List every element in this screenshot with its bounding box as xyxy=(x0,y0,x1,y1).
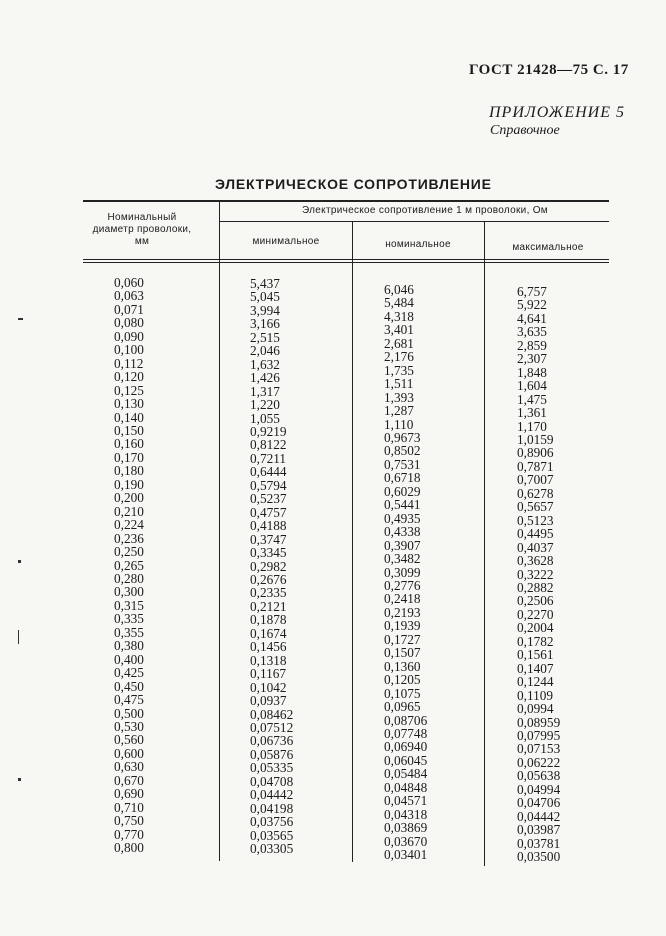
diameter-cell: 0,355 xyxy=(114,624,144,640)
maximum-cell: 1,848 xyxy=(517,364,547,380)
diameter-cell: 0,180 xyxy=(114,463,144,479)
nominal-cell: 0,3482 xyxy=(384,551,421,567)
minimum-cell: 0,06736 xyxy=(250,733,294,749)
nominal-cell: 0,06045 xyxy=(384,752,428,768)
minimum-cell: 0,05876 xyxy=(250,746,294,762)
minimum-cell: 0,05335 xyxy=(250,760,294,776)
maximum-cell: 0,07995 xyxy=(517,727,561,743)
diameter-cell: 0,690 xyxy=(114,786,144,802)
minimum-cell: 0,1042 xyxy=(250,679,287,695)
nominal-cell: 0,9673 xyxy=(384,429,421,445)
diameter-cell: 0,060 xyxy=(114,275,144,290)
minimum-cell: 0,03305 xyxy=(250,841,294,857)
nominal-cell: 0,06940 xyxy=(384,739,428,755)
column-nominal xyxy=(384,283,444,861)
nominal-cell: 0,6029 xyxy=(384,483,421,499)
maximum-cell: 0,7871 xyxy=(517,458,554,474)
maximum-cell: 1,604 xyxy=(517,378,547,394)
maximum-cell: 3,635 xyxy=(517,324,547,340)
table-header-rule xyxy=(83,259,609,260)
diameter-cell: 0,063 xyxy=(114,288,144,304)
maximum-cell: 0,04706 xyxy=(517,795,561,811)
nominal-cell: 0,6718 xyxy=(384,470,421,486)
minimum-cell: 0,1674 xyxy=(250,625,287,641)
nominal-cell: 0,3907 xyxy=(384,537,421,553)
table-group-rule xyxy=(220,221,609,222)
diameter-cell: 0,315 xyxy=(114,597,144,613)
minimum-cell: 1,632 xyxy=(250,356,280,372)
maximum-cell: 0,1244 xyxy=(517,674,554,690)
minimum-cell: 0,04442 xyxy=(250,787,294,803)
minimum-cell: 0,8122 xyxy=(250,437,287,453)
nominal-cell: 0,04571 xyxy=(384,793,428,809)
diameter-cell: 0,140 xyxy=(114,409,144,425)
table-divider-2 xyxy=(352,222,353,862)
diameter-cell: 0,250 xyxy=(114,544,144,560)
nominal-cell: 0,5441 xyxy=(384,497,421,513)
maximum-cell: 0,1407 xyxy=(517,660,554,676)
maximum-cell: 0,2506 xyxy=(517,593,554,609)
minimum-cell: 0,2676 xyxy=(250,571,287,587)
diameter-cell: 0,160 xyxy=(114,436,144,452)
maximum-cell: 0,03987 xyxy=(517,822,561,838)
scan-mark xyxy=(18,630,19,644)
diameter-cell: 0,090 xyxy=(114,328,144,344)
reference-label: Справочное xyxy=(490,123,560,138)
column-maximum xyxy=(517,285,577,863)
nominal-cell: 1,287 xyxy=(384,403,414,419)
maximum-cell: 0,08959 xyxy=(517,714,561,730)
maximum-cell: 1,170 xyxy=(517,418,547,434)
nominal-cell: 3,401 xyxy=(384,322,414,338)
header-resistance-group: Электрическое сопротивление 1 м проволоки, Ом xyxy=(302,205,548,216)
diameter-cell: 0,560 xyxy=(114,732,144,748)
maximum-cell: 0,4037 xyxy=(517,539,554,555)
diameter-cell: 0,300 xyxy=(114,584,144,600)
maximum-cell: 0,2270 xyxy=(517,606,554,622)
nominal-cell: 5,484 xyxy=(384,295,414,311)
minimum-cell: 0,08462 xyxy=(250,706,294,722)
maximum-cell: 0,5657 xyxy=(517,499,554,515)
nominal-cell: 1,511 xyxy=(384,376,414,392)
minimum-cell: 0,3747 xyxy=(250,531,287,547)
nominal-cell: 2,681 xyxy=(384,335,414,351)
diameter-cell: 0,170 xyxy=(114,449,144,465)
diameter-cell: 0,670 xyxy=(114,772,144,788)
diameter-cell: 0,190 xyxy=(114,476,144,492)
scan-mark xyxy=(18,560,21,563)
diameter-cell: 0,770 xyxy=(114,826,144,842)
maximum-cell: 0,4495 xyxy=(517,526,554,542)
diameter-cell: 0,224 xyxy=(114,517,144,533)
nominal-cell: 0,2193 xyxy=(384,604,421,620)
minimum-cell: 0,3345 xyxy=(250,545,287,561)
maximum-cell: 0,03781 xyxy=(517,835,561,851)
nominal-cell: 4,318 xyxy=(384,308,414,324)
minimum-cell: 1,317 xyxy=(250,383,280,399)
maximum-cell: 1,361 xyxy=(517,405,547,421)
minimum-cell: 0,1167 xyxy=(250,666,287,682)
maximum-cell: 0,0994 xyxy=(517,701,554,717)
diameter-cell: 0,112 xyxy=(114,355,144,371)
diameter-cell: 0,500 xyxy=(114,705,144,721)
diameter-cell: 0,125 xyxy=(114,382,144,398)
nominal-cell: 2,176 xyxy=(384,349,414,365)
header-nominal: номинальное xyxy=(385,239,451,250)
maximum-cell: 0,1109 xyxy=(517,687,554,703)
nominal-cell: 0,8502 xyxy=(384,443,421,459)
minimum-cell: 0,2335 xyxy=(250,585,287,601)
diameter-cell: 0,475 xyxy=(114,692,144,708)
minimum-cell: 0,1456 xyxy=(250,639,287,655)
minimum-cell: 0,03565 xyxy=(250,827,294,843)
nominal-cell: 0,1075 xyxy=(384,685,421,701)
column-diameter xyxy=(114,276,174,854)
diameter-cell: 0,600 xyxy=(114,745,144,761)
maximum-cell: 4,641 xyxy=(517,310,547,326)
maximum-cell: 0,2004 xyxy=(517,620,554,636)
nominal-cell: 0,04848 xyxy=(384,779,428,795)
nominal-cell: 0,03401 xyxy=(384,847,428,863)
diameter-cell: 0,280 xyxy=(114,570,144,586)
diameter-cell: 0,130 xyxy=(114,396,144,412)
nominal-cell: 0,04318 xyxy=(384,806,428,822)
nominal-cell: 0,08706 xyxy=(384,712,428,728)
minimum-cell: 0,4188 xyxy=(250,518,287,534)
nominal-cell: 0,1727 xyxy=(384,631,421,647)
diameter-cell: 0,630 xyxy=(114,759,144,775)
table-top-rule xyxy=(83,200,609,202)
nominal-cell: 0,03869 xyxy=(384,820,428,836)
nominal-cell: 0,4338 xyxy=(384,524,421,540)
column-minimum xyxy=(250,277,310,855)
nominal-cell: 0,2776 xyxy=(384,577,421,593)
nominal-cell: 1,393 xyxy=(384,389,414,405)
nominal-cell: 0,4935 xyxy=(384,510,421,526)
nominal-cell: 0,1939 xyxy=(384,618,421,634)
diameter-cell: 0,425 xyxy=(114,665,144,681)
standard-number: ГОСТ 21428—75 С. 17 xyxy=(469,62,629,78)
minimum-cell: 5,045 xyxy=(250,289,280,305)
maximum-cell: 1,475 xyxy=(517,391,547,407)
maximum-cell: 1,0159 xyxy=(517,431,554,447)
nominal-cell: 0,03670 xyxy=(384,833,428,849)
diameter-cell: 0,450 xyxy=(114,678,144,694)
minimum-cell: 0,4757 xyxy=(250,504,287,520)
diameter-cell: 0,150 xyxy=(114,422,144,438)
table-divider-1 xyxy=(219,201,220,861)
maximum-cell: 6,757 xyxy=(517,284,547,299)
diameter-cell: 0,335 xyxy=(114,611,144,627)
minimum-cell: 3,166 xyxy=(250,316,280,332)
maximum-cell: 0,03500 xyxy=(517,849,561,865)
minimum-cell: 2,515 xyxy=(250,329,280,345)
nominal-cell: 0,1205 xyxy=(384,672,421,688)
maximum-cell: 0,05638 xyxy=(517,768,561,784)
nominal-cell: 0,2418 xyxy=(384,591,421,607)
minimum-cell: 1,055 xyxy=(250,410,280,426)
diameter-cell: 0,080 xyxy=(114,315,144,331)
nominal-cell: 1,110 xyxy=(384,416,414,432)
scan-mark xyxy=(18,318,23,320)
diameter-cell: 0,071 xyxy=(114,301,144,317)
diameter-cell: 0,265 xyxy=(114,557,144,573)
maximum-cell: 0,2882 xyxy=(517,579,554,595)
nominal-cell: 0,3099 xyxy=(384,564,421,580)
minimum-cell: 1,426 xyxy=(250,370,280,386)
nominal-cell: 0,05484 xyxy=(384,766,428,782)
minimum-cell: 0,2982 xyxy=(250,558,287,574)
diameter-cell: 0,800 xyxy=(114,840,144,856)
minimum-cell: 0,5794 xyxy=(250,477,287,493)
minimum-cell: 0,03756 xyxy=(250,814,294,830)
minimum-cell: 0,2121 xyxy=(250,598,287,614)
minimum-cell: 0,04198 xyxy=(250,800,294,816)
maximum-cell: 0,6278 xyxy=(517,485,554,501)
diameter-cell: 0,100 xyxy=(114,342,144,358)
maximum-cell: 5,922 xyxy=(517,297,547,313)
minimum-cell: 0,9219 xyxy=(250,423,287,439)
maximum-cell: 0,8906 xyxy=(517,445,554,461)
minimum-cell: 5,437 xyxy=(250,276,280,291)
diameter-cell: 0,710 xyxy=(114,799,144,815)
minimum-cell: 0,0937 xyxy=(250,693,287,709)
diameter-cell: 0,380 xyxy=(114,638,144,654)
maximum-cell: 0,07153 xyxy=(517,741,561,757)
minimum-cell: 0,6444 xyxy=(250,464,287,480)
header-maximum: максимальное xyxy=(512,242,584,253)
minimum-cell: 0,7211 xyxy=(250,450,287,466)
nominal-cell: 0,1507 xyxy=(384,645,421,661)
header-minimum: минимальное xyxy=(252,236,320,247)
table-header-rule-2 xyxy=(83,262,609,263)
diameter-cell: 0,200 xyxy=(114,490,144,506)
maximum-cell: 2,307 xyxy=(517,351,547,367)
minimum-cell: 1,220 xyxy=(250,397,280,413)
nominal-cell: 0,7531 xyxy=(384,456,421,472)
minimum-cell: 0,1318 xyxy=(250,652,287,668)
diameter-cell: 0,210 xyxy=(114,503,144,519)
nominal-cell: 0,07748 xyxy=(384,725,428,741)
maximum-cell: 0,7007 xyxy=(517,472,554,488)
diameter-cell: 0,750 xyxy=(114,813,144,829)
scan-mark xyxy=(18,778,21,781)
maximum-cell: 0,3222 xyxy=(517,566,554,582)
minimum-cell: 3,994 xyxy=(250,302,280,318)
nominal-cell: 0,0965 xyxy=(384,699,421,715)
maximum-cell: 2,859 xyxy=(517,337,547,353)
minimum-cell: 2,046 xyxy=(250,343,280,359)
header-diameter: Номинальный диаметр проволоки, мм xyxy=(92,212,192,247)
appendix-label: ПРИЛОЖЕНИЕ 5 xyxy=(489,104,625,121)
maximum-cell: 0,04994 xyxy=(517,781,561,797)
minimum-cell: 0,07512 xyxy=(250,719,294,735)
minimum-cell: 0,1878 xyxy=(250,612,287,628)
maximum-cell: 0,06222 xyxy=(517,754,561,770)
nominal-cell: 6,046 xyxy=(384,282,414,297)
maximum-cell: 0,1782 xyxy=(517,633,554,649)
maximum-cell: 0,3628 xyxy=(517,553,554,569)
minimum-cell: 0,5237 xyxy=(250,491,287,507)
minimum-cell: 0,04708 xyxy=(250,773,294,789)
diameter-cell: 0,120 xyxy=(114,369,144,385)
diameter-cell: 0,400 xyxy=(114,651,144,667)
maximum-cell: 0,5123 xyxy=(517,512,554,528)
table-divider-3 xyxy=(484,222,485,866)
nominal-cell: 1,735 xyxy=(384,362,414,378)
maximum-cell: 0,04442 xyxy=(517,808,561,824)
nominal-cell: 0,1360 xyxy=(384,658,421,674)
diameter-cell: 0,530 xyxy=(114,718,144,734)
page-title: ЭЛЕКТРИЧЕСКОЕ СОПРОТИВЛЕНИЕ xyxy=(215,176,492,192)
diameter-cell: 0,236 xyxy=(114,530,144,546)
maximum-cell: 0,1561 xyxy=(517,647,554,663)
